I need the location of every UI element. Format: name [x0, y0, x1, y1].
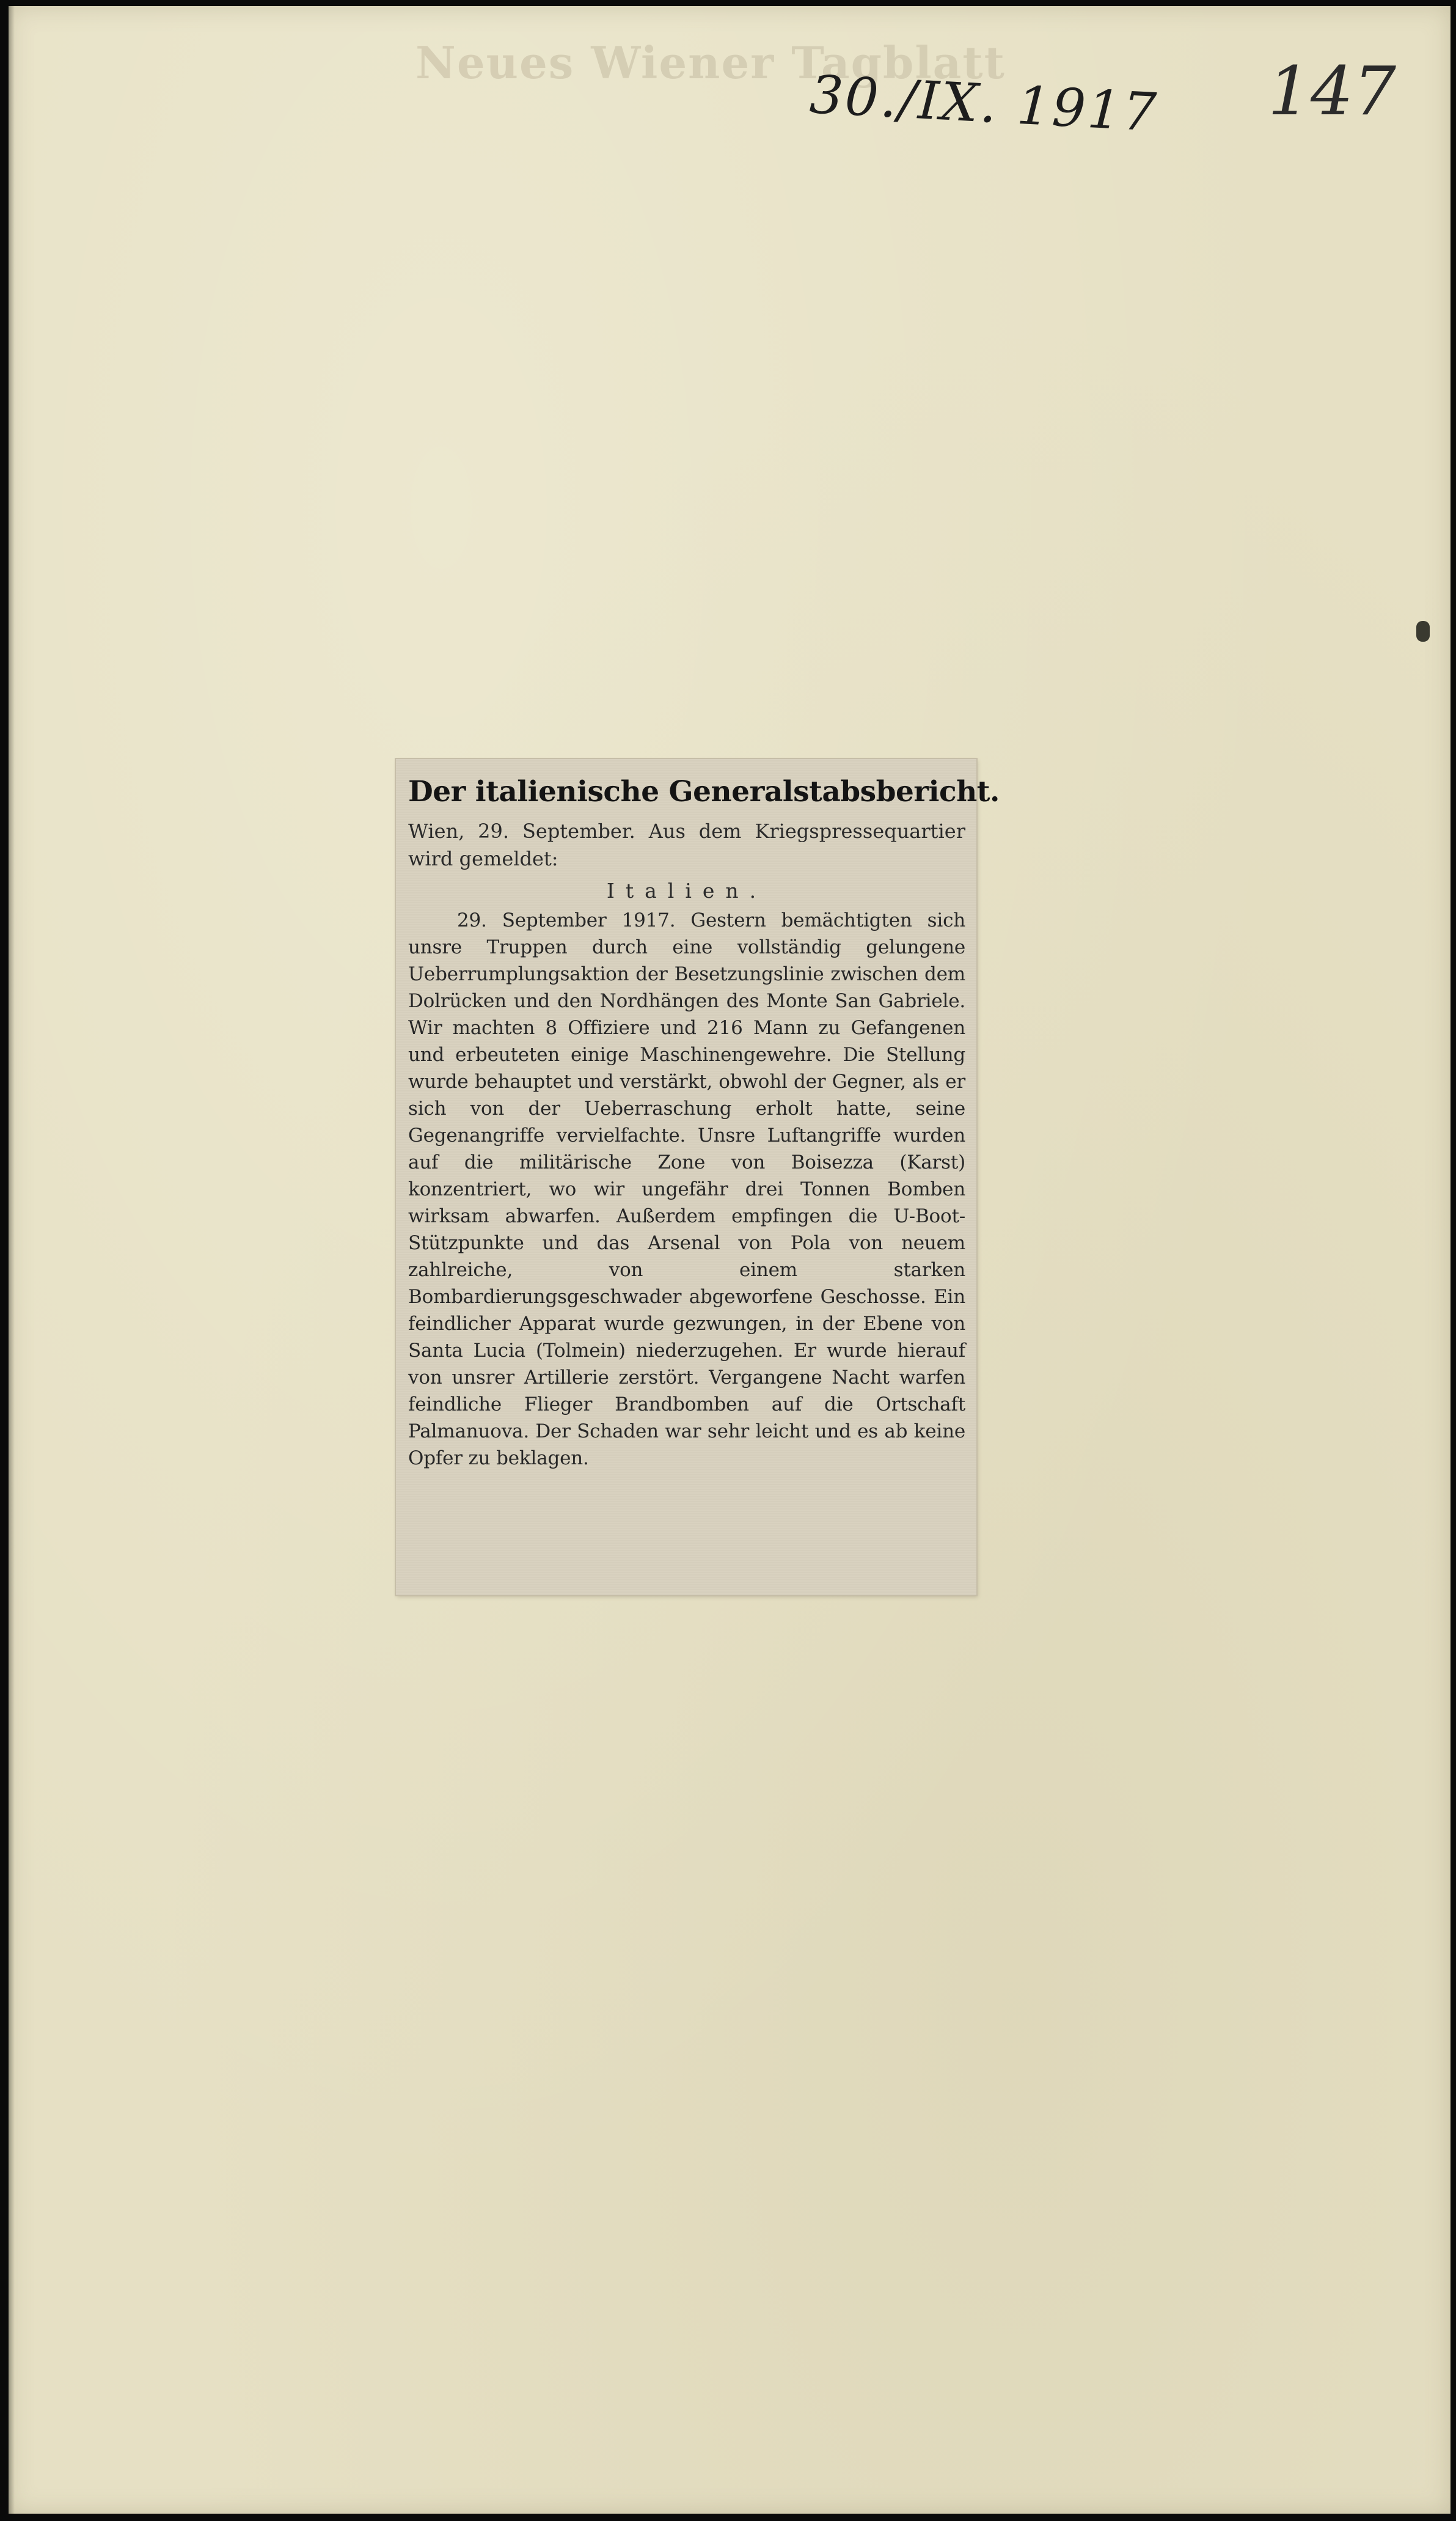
page-number: 147: [1268, 52, 1396, 130]
clipping-dateline: Wien, 29. September. Aus dem Kriegspressequartier wird gemeldet:: [408, 820, 965, 870]
newspaper-stamp: Neues Wiener Tagblatt: [415, 37, 1006, 89]
clipping-body: 29. September 1917. Gestern bemächtigten sich unsre Truppen durch eine vollständig gelungene Ueberrumplungsaktion der Besetzungslinie zwischen dem Dolrücken und den Nordhängen des Monte San Gabriele. Wir machten 8 Offiziere und 216 Mann zu Gefangenen und erbeuteten einige Maschinengewehre. Die Stellung wurde behauptet und verstärkt, obwohl der Gegner, als er sich von der Ueberraschung erholt hatte, seine Gegenangriffe vervielfachte. Unsre Luftangriffe wurden auf die militärische Zone von Boisezza (Karst) konzentriert, wo wir ungefähr drei Tonnen Bomben wirksam abwarfen. Außerdem empfingen die U-Boot-Stützpunkte und das Arsenal von Pola von neuem zahlreiche, von einem starken Bombardierungsgeschwader abgeworfene Geschosse. Ein feindlicher Apparat wurde gezwungen, in der Ebene von Santa Lucia (Tolmein) niederzugehen. Er wurde hierauf von unsrer Artillerie zerstört. Vergangene Nacht warfen feindliche Flieger Brandbomben auf die Ortschaft Palmanuova. Der Schaden war sehr leicht und es ab keine Opfer zu beklagen.: [408, 909, 965, 1469]
clipping-headline: Der italienische Generalstabsbericht.: [408, 775, 1000, 809]
sheet-edge-shadow: [9, 6, 15, 2514]
newspaper-clipping: [396, 759, 1000, 1595]
clipping-section-title: Italien.: [606, 879, 767, 903]
handwritten-date: 30./IX. 1917: [808, 64, 1160, 144]
edge-mark: [1416, 621, 1430, 642]
